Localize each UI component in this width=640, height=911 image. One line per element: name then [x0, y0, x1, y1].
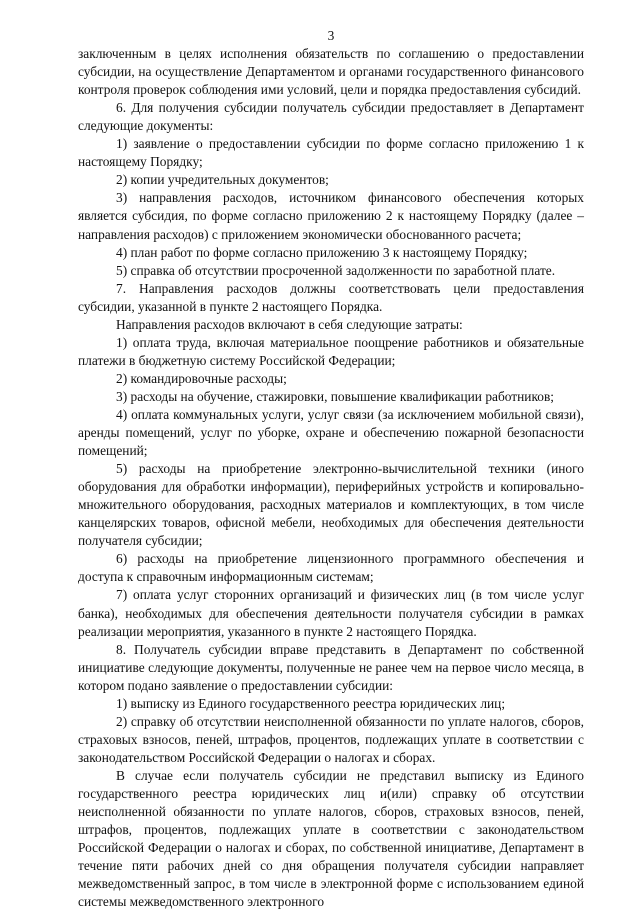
paragraph: 2) копии учредительных документов; [116, 172, 329, 188]
paragraph: 7) оплата услуг сторонних организаций и физических лиц (в том числе услуг банка), необходимых для обеспечения деятельности получателя субсидии в рамках реализации мероприятия, указанного в пункте 2 настоящего Порядка. [78, 587, 584, 639]
paragraph: Направления расходов включают в себя следующие затраты: [116, 316, 463, 332]
paragraph: 2) справку об отсутствии неисполненной обязанности по уплате налогов, сборов, страховых взносов, пеней, штрафов, процентов, подлежащих уплате в соответствии с законодательством Российской Федерации о налогах и сборах. [78, 713, 584, 765]
paragraph: 3) направления расходов, источником финансового обеспечения которых является субсидия, по форме согласно приложению 2 к настоящему Порядку (далее – направления расходов) с приложением экономически обоснованного расчета; [78, 190, 584, 242]
document-body [78, 45, 584, 911]
paragraph: заключенным в целях исполнения обязательств по соглашению о предоставлении субсидии, на осуществление Департаментом и органами государственного финансового контроля проверок соблюдения ими условий, цели и порядка предоставления субсидий. [78, 46, 584, 98]
paragraph: 8. Получатель субсидии вправе представить в Департамент по собственной инициативе следующие документы, полученные не ранее чем на первое число месяца, в котором подано заявление о предоставлении субсидии: [78, 641, 584, 693]
paragraph: 3) расходы на обучение, стажировки, повышение квалификации работников; [116, 388, 555, 404]
paragraph: 6) расходы на приобретение лицензионного программного обеспечения и доступа к справочным информационным системам; [78, 551, 584, 585]
paragraph: 7. Направления расходов должны соответствовать цели предоставления субсидии, указанной в пункте 2 настоящего Порядка. [78, 280, 584, 314]
paragraph: 5) справка об отсутствии просроченной задолженности по заработной плате. [116, 262, 556, 278]
page-number: 3 [327, 28, 335, 43]
paragraph: 6. Для получения субсидии получатель субсидии предоставляет в Департамент следующие документы: [78, 100, 584, 134]
paragraph: 4) оплата коммунальных услуги, услуг связи (за исключением мобильной связи), аренды помещений, услуг по уборке, охране и обеспечению пожарной безопасности помещений; [78, 406, 584, 459]
paragraph: 2) командировочные расходы; [116, 370, 287, 386]
paragraph: 1) заявление о предоставлении субсидии по форме согласно приложению 1 к настоящему Порядку; [78, 136, 584, 170]
paragraph: В случае если получатель субсидии не представил выписку из Единого государственного реестра юридических лиц и(или) справку об отсутствии неисполненной обязанности по уплате налогов, сборов, страховых взносов, пеней, штрафов, процентов, подлежащих уплате в соответствии с законодательством Российской Федерации о налогах и сборах, по собственной инициативе, Департамент в течение пяти рабочих дней со дня обращения получателя субсидии направляет межведомственный запрос, в том числе в электронной форме с использованием единой системы межведомственного электронного [78, 767, 584, 910]
paragraph: 5) расходы на приобретение электронно-вычислительной техники (иного оборудования для обработки информации), периферийных устройств и копировально-множительного оборудования, расходных материалов и комплектующих, в том числе канцелярских товаров, офисной мебели, необходимых для обеспечения деятельности получателя субсидии; [78, 461, 584, 549]
document-page [78, 27, 584, 911]
paragraph: 4) план работ по форме согласно приложению 3 к настоящему Порядку; [116, 244, 528, 260]
paragraph: 1) оплата труда, включая материальное поощрение работников и обязательные платежи в бюджетную систему Российской Федерации; [78, 334, 584, 368]
paragraph: 1) выписку из Единого государственного реестра юридических лиц; [116, 695, 506, 711]
